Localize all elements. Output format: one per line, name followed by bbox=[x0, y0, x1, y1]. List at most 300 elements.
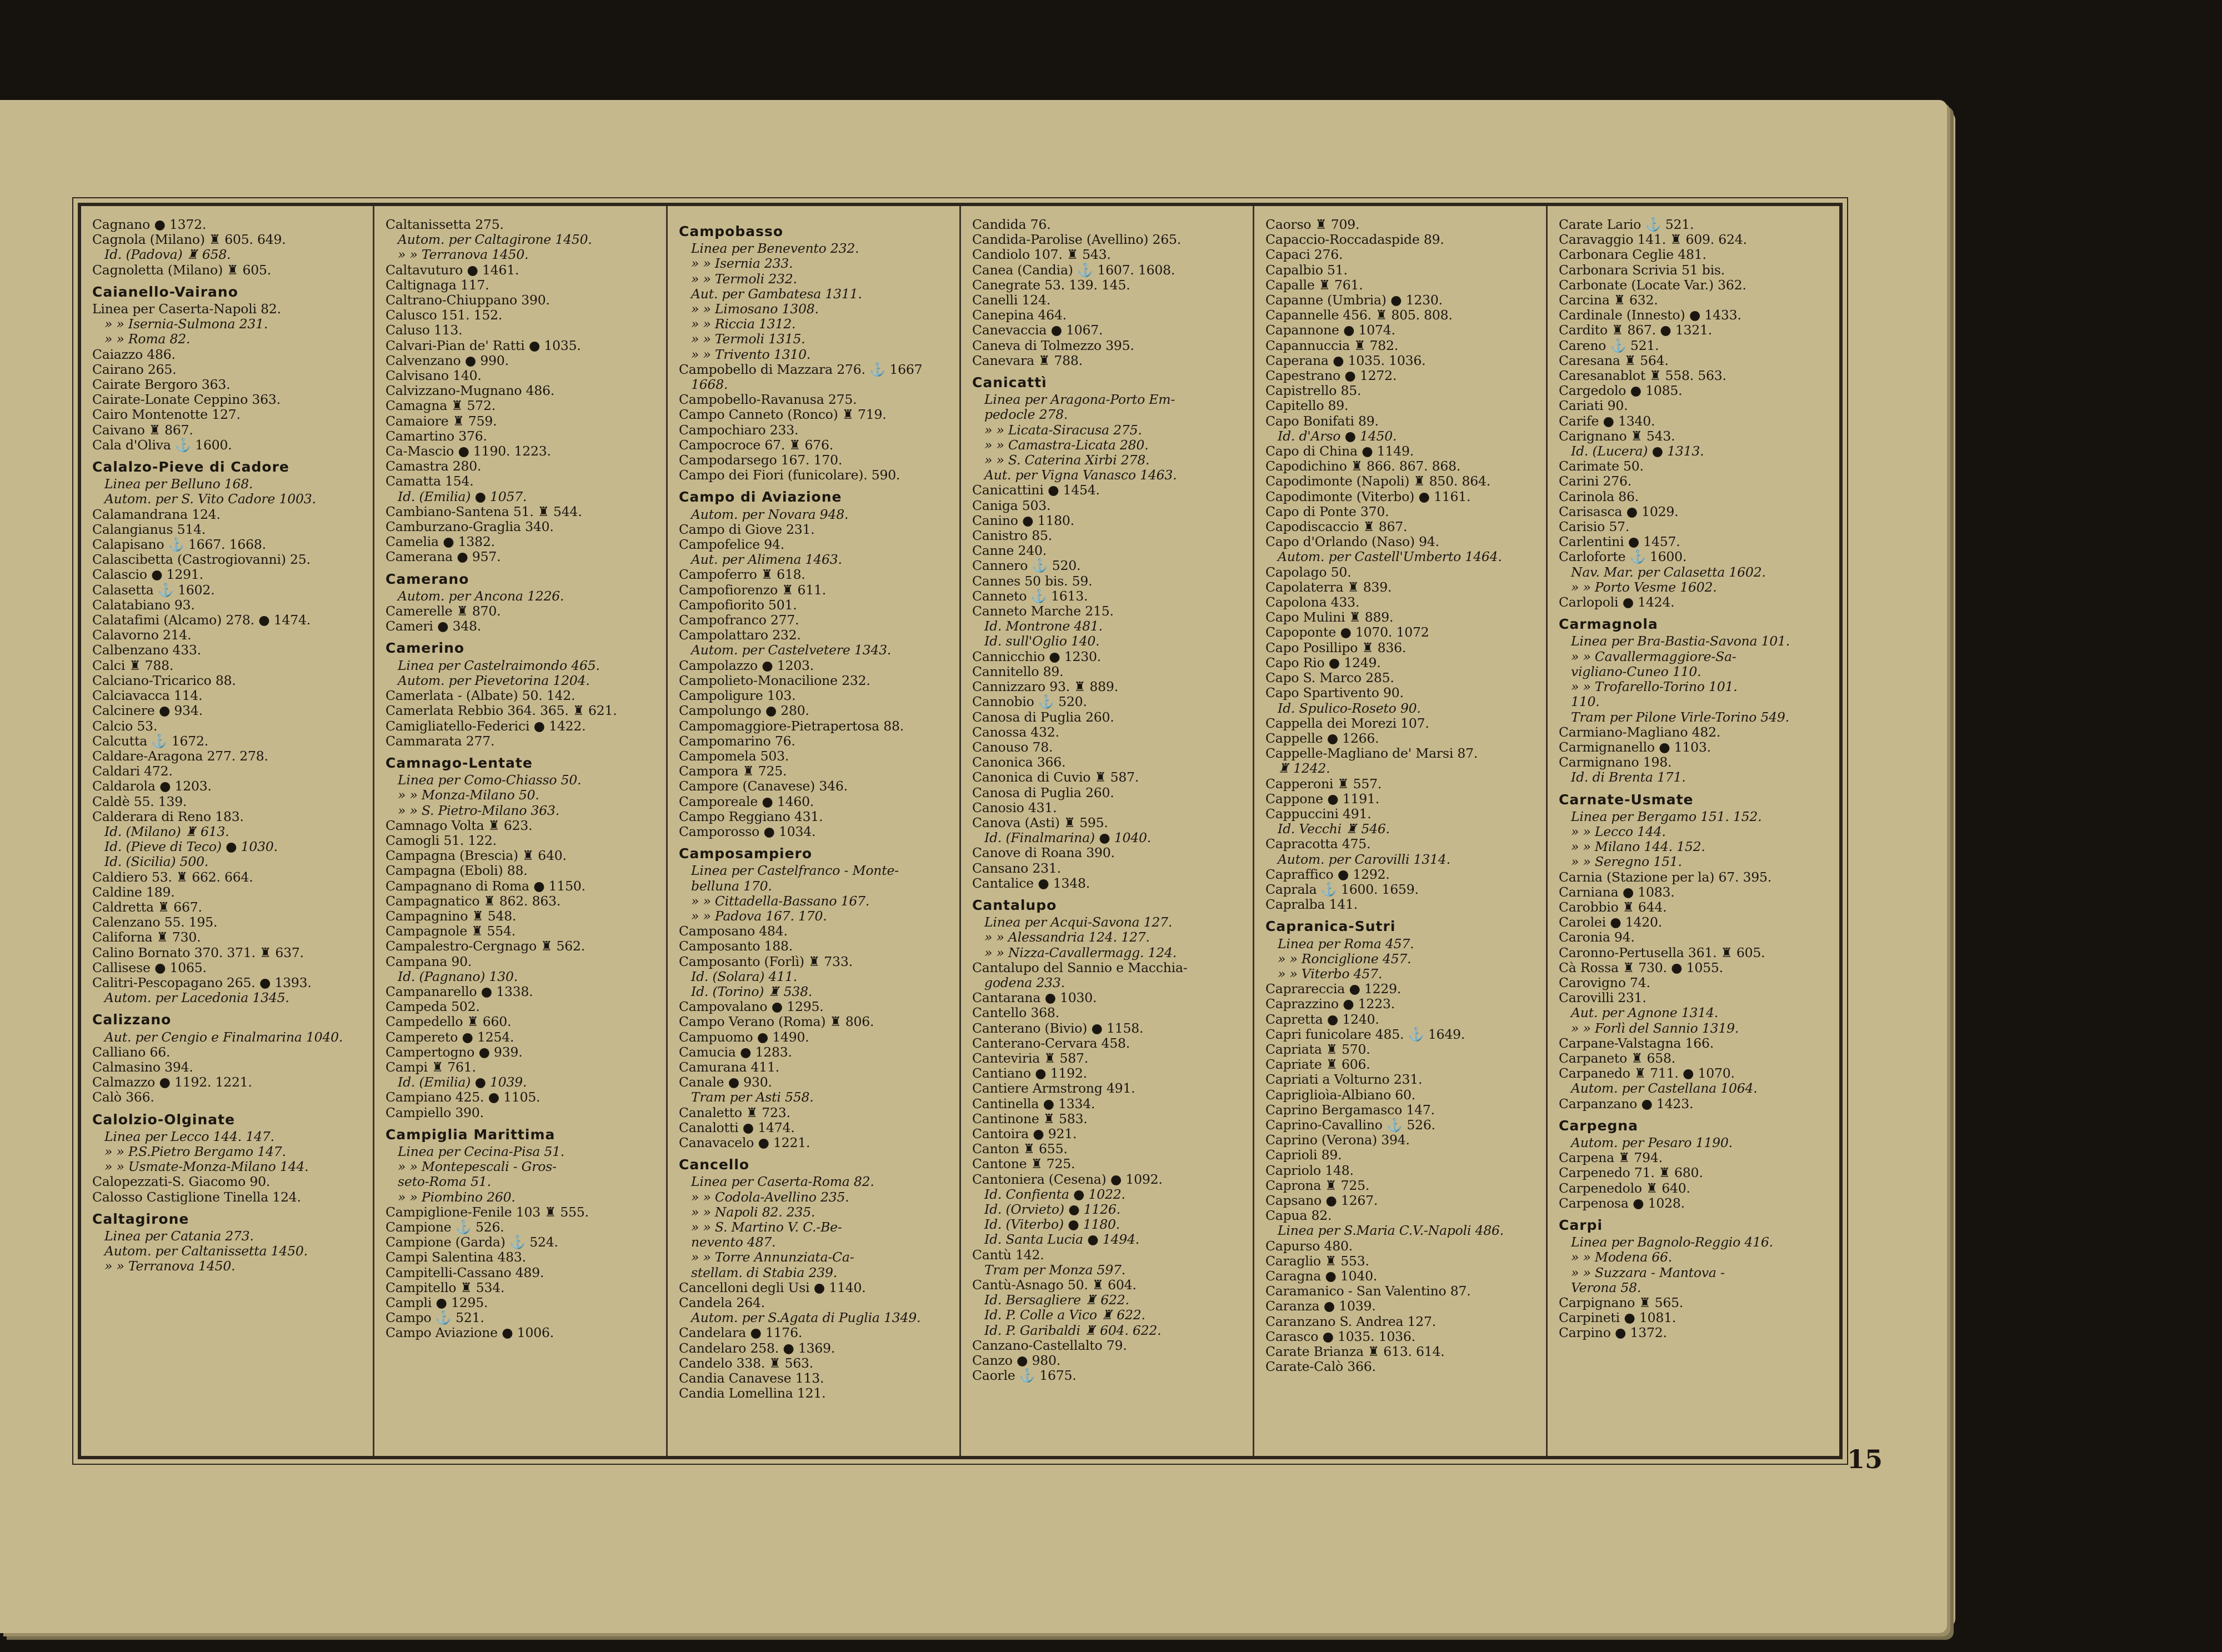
index-entry: Campobello-Ravanusa 275. bbox=[679, 392, 857, 408]
index-entry: Calbenzano 433. bbox=[92, 642, 202, 658]
index-column-6 bbox=[1548, 206, 1839, 1456]
index-entry: Calopezzati-S. Giacomo 90. bbox=[92, 1174, 271, 1190]
index-entry: Campo Reggiano 431. bbox=[679, 808, 823, 824]
index-entry: Id. di Brenta 171. bbox=[1571, 769, 1686, 785]
index-entry: Autom. per Novara 948. bbox=[691, 506, 849, 522]
index-entry: Carbonara Ceglie 481. bbox=[1559, 247, 1706, 263]
index-entry: Carnia (Stazione per la) 67. 395. bbox=[1559, 869, 1772, 885]
index-entry: Canonica di Cuvio ♜ 587. bbox=[972, 769, 1139, 785]
index-entry: Carate-Calò 366. bbox=[1265, 1359, 1376, 1375]
index-entry: Calvenzano ● 990. bbox=[386, 352, 509, 368]
index-entry: Id. (Torino) ♜ 538. bbox=[691, 983, 813, 999]
index-entry: Campo dei Fiori (funicolare). 590. bbox=[679, 467, 900, 483]
index-entry: Caronia 94. bbox=[1559, 929, 1635, 945]
index-entry: Campolungo ● 280. bbox=[679, 703, 809, 719]
index-entry: Carovilli 231. bbox=[1559, 990, 1647, 1006]
index-entry: Carloforte ⚓ 1600. bbox=[1559, 549, 1687, 565]
index-entry: Capracotta 475. bbox=[1265, 836, 1371, 852]
index-entry: Linea per Bergamo 151. 152. bbox=[1571, 808, 1762, 824]
index-entry: Calvisano 140. bbox=[386, 368, 482, 384]
index-entry: Camposanto 188. bbox=[679, 938, 793, 954]
index-entry: Caldare-Aragona 277. 278. bbox=[92, 748, 268, 764]
index-entry: Cansano 231. bbox=[972, 860, 1061, 876]
index-entry: Carpaneto ♜ 658. bbox=[1559, 1050, 1676, 1066]
index-entry: Campofiorito 501. bbox=[679, 597, 797, 613]
index-entry: Caltavuturo ● 1461. bbox=[386, 262, 519, 278]
index-entry: Calusco 151. 152. bbox=[386, 307, 503, 323]
index-entry: Calliano 66. bbox=[92, 1044, 171, 1060]
index-entry: Canneto ⚓ 1613. bbox=[972, 588, 1088, 604]
index-entry: » » S. Caterina Xirbi 278. bbox=[984, 452, 1150, 468]
index-entry: » » Riccia 1312. bbox=[691, 316, 796, 332]
index-entry: Calcio 53. bbox=[92, 718, 158, 734]
index-entry: Capalbio 51. bbox=[1265, 262, 1348, 278]
index-entry: Autom. per Pesaro 1190. bbox=[1571, 1134, 1733, 1150]
index-entry: Cagnola (Milano) ♜ 605. 649. bbox=[92, 232, 286, 248]
index-column-5 bbox=[1254, 206, 1548, 1456]
index-entry: Id. (Milano) ♜ 613. bbox=[104, 823, 229, 839]
index-entry: Capriglioìa-Albiano 60. bbox=[1265, 1087, 1416, 1103]
index-entry: Candiolo 107. ♜ 543. bbox=[972, 247, 1111, 263]
index-entry: Campi Salentina 483. bbox=[386, 1249, 526, 1265]
index-entry: » » Alessandria 124. 127. bbox=[984, 929, 1150, 945]
index-entry: Id. (Padova) ♜ 658. bbox=[104, 247, 231, 263]
index-entry: Id. P. Colle a Vico ♜ 622. bbox=[984, 1307, 1145, 1323]
index-entry: » » Piombino 260. bbox=[398, 1189, 516, 1205]
index-entry: Carobbio ♜ 644. bbox=[1559, 899, 1667, 915]
index-entry: Camurana 411. bbox=[679, 1059, 779, 1075]
index-entry: Canaletto ♜ 723. bbox=[679, 1104, 790, 1120]
index-entry: Canino ● 1180. bbox=[972, 512, 1074, 528]
index-entry: Capriolo 148. bbox=[1265, 1162, 1354, 1178]
index-entry: Canne 240. bbox=[972, 543, 1047, 559]
index-entry: Camporosso ● 1034. bbox=[679, 823, 816, 839]
index-entry: Campo di Giove 231. bbox=[679, 521, 815, 537]
index-entry: Carinola 86. bbox=[1559, 488, 1639, 504]
index-entry: Carisio 57. bbox=[1559, 519, 1630, 535]
index-entry: Calalzo-Pieve di Cadore bbox=[92, 459, 289, 475]
index-entry: Campiello 390. bbox=[386, 1104, 484, 1120]
index-entry: Carovigno 74. bbox=[1559, 974, 1650, 990]
index-entry: » » Usmate-Monza-Milano 144. bbox=[104, 1159, 309, 1175]
index-entry: Capistrello 85. bbox=[1265, 383, 1362, 399]
index-entry: Aut. per Alimena 1463. bbox=[691, 552, 842, 568]
index-entry: Caiazzo 486. bbox=[92, 346, 176, 362]
index-entry: Canevaccia ● 1067. bbox=[972, 322, 1103, 338]
index-entry: Campuomo ● 1490. bbox=[679, 1029, 809, 1045]
index-entry: Capalle ♜ 761. bbox=[1265, 277, 1363, 293]
index-entry: Calosso Castiglione Tinella 124. bbox=[92, 1189, 301, 1205]
index-entry: Caltagirone bbox=[92, 1210, 189, 1227]
index-entry: Calangianus 514. bbox=[92, 521, 206, 537]
index-entry: Campana 90. bbox=[386, 953, 472, 969]
index-entry: Id. d'Arso ● 1450. bbox=[1278, 428, 1397, 444]
index-entry: Caprioli 89. bbox=[1265, 1147, 1342, 1163]
index-entry: Carasco ● 1035. 1036. bbox=[1265, 1328, 1415, 1344]
index-entry: Autom. per Ancona 1226. bbox=[398, 588, 564, 604]
index-entry: Camaiore ♜ 759. bbox=[386, 413, 497, 429]
index-entry: Id. (Finalmarina) ● 1040. bbox=[984, 830, 1151, 846]
index-entry: Capitello 89. bbox=[1265, 398, 1349, 414]
index-entry: godena 233. bbox=[984, 974, 1065, 990]
index-entry: nevento 487. bbox=[691, 1234, 776, 1250]
index-entry: Cà Rossa ♜ 730. ● 1055. bbox=[1559, 959, 1723, 975]
index-entry: Aut. per Gambatesa 1311. bbox=[691, 286, 862, 302]
index-entry: Campolattaro 232. bbox=[679, 627, 801, 643]
index-entry: Campo di Aviazione bbox=[679, 489, 842, 505]
index-entry: Cappone ● 1191. bbox=[1265, 790, 1379, 807]
index-entry: Canavacelo ● 1221. bbox=[679, 1134, 810, 1150]
index-entry: Id. (Pieve di Teco) ● 1030. bbox=[104, 839, 278, 855]
index-entry: Caraglio ♜ 553. bbox=[1265, 1253, 1369, 1269]
index-entry: Cannobio ⚓ 520. bbox=[972, 694, 1087, 710]
index-entry: Capo Mulini ♜ 889. bbox=[1265, 609, 1394, 625]
index-entry: Caprino (Verona) 394. bbox=[1265, 1132, 1410, 1148]
index-entry: Campalestro-Cergnago ♜ 562. bbox=[386, 938, 585, 954]
index-entry: Autom. per Carovilli 1314. bbox=[1278, 851, 1450, 867]
index-entry: Carbonara Scrivia 51 bis. bbox=[1559, 262, 1725, 278]
index-entry: Autom. per Pievetorina 1204. bbox=[398, 672, 590, 688]
index-entry: Id. (Viterbo) ● 1180. bbox=[984, 1217, 1120, 1233]
index-entry: Candelaro 258. ● 1369. bbox=[679, 1340, 835, 1356]
index-entry: Cambiano-Santena 51. ♜ 544. bbox=[386, 503, 582, 519]
index-entry: Nav. Mar. per Calasetta 1602. bbox=[1571, 564, 1766, 580]
index-entry: Carpegna bbox=[1559, 1117, 1638, 1134]
index-entry: Linea per Bagnolo-Reggio 416. bbox=[1571, 1234, 1773, 1250]
index-entry: Camerana ● 957. bbox=[386, 549, 501, 565]
index-entry: Campagnatico ♜ 862. 863. bbox=[386, 893, 561, 909]
index-entry: Campagna (Brescia) ♜ 640. bbox=[386, 848, 567, 864]
index-entry: Carisasca ● 1029. bbox=[1559, 503, 1679, 519]
index-entry: Calciano-Tricarico 88. bbox=[92, 672, 236, 688]
index-entry: Cantalupo bbox=[972, 897, 1057, 913]
index-entry: Capo Posillipo ♜ 836. bbox=[1265, 639, 1407, 655]
index-entry: Campiano 425. ● 1105. bbox=[386, 1089, 541, 1105]
index-entry: Candia Lomellina 121. bbox=[679, 1385, 826, 1401]
index-entry: Candia Canavese 113. bbox=[679, 1370, 824, 1386]
index-entry: Caragna ● 1040. bbox=[1265, 1268, 1378, 1284]
index-entry: Camerelle ♜ 870. bbox=[386, 603, 501, 619]
index-entry: Verona 58. bbox=[1571, 1279, 1642, 1295]
index-entry: Caprona ♜ 725. bbox=[1265, 1177, 1370, 1193]
index-entry: Camerano bbox=[386, 570, 469, 587]
index-entry: Canneto Marche 215. bbox=[972, 603, 1114, 619]
index-entry: Calci ♜ 788. bbox=[92, 657, 174, 673]
index-entry: Canzo ● 980. bbox=[972, 1353, 1061, 1369]
index-entry: Camerino bbox=[386, 640, 465, 657]
index-entry: Campedello ♜ 660. bbox=[386, 1014, 512, 1030]
index-entry: Caprino Bergamasco 147. bbox=[1265, 1102, 1435, 1118]
index-entry: Carlentini ● 1457. bbox=[1559, 534, 1680, 550]
index-entry: Linea per Castelraimondo 465. bbox=[398, 657, 600, 673]
index-entry: Carignano ♜ 543. bbox=[1559, 428, 1675, 444]
index-entry: » » Forlì del Sannio 1319. bbox=[1571, 1020, 1739, 1036]
index-entry: Canelli 124. bbox=[972, 292, 1050, 308]
index-entry: Aut. per Cengio e Finalmarina 1040. bbox=[104, 1029, 343, 1045]
index-entry: seto-Roma 51. bbox=[398, 1174, 491, 1190]
index-entry: Caldine 189. bbox=[92, 884, 175, 900]
index-entry: Cairano 265. bbox=[92, 361, 177, 377]
index-entry: Cammarata 277. bbox=[386, 733, 495, 749]
index-entry: Canea (Candia) ⚓ 1607. 1608. bbox=[972, 262, 1175, 278]
index-entry: » » Isernia 233. bbox=[691, 256, 793, 272]
index-entry: Calatafimi (Alcamo) 278. ● 1474. bbox=[92, 612, 311, 628]
index-entry: Aut. per Vigna Vanasco 1463. bbox=[984, 467, 1177, 483]
index-entry: 1668. bbox=[691, 377, 728, 393]
index-entry: Canova (Asti) ♜ 595. bbox=[972, 814, 1108, 830]
index-entry: Caniga 503. bbox=[972, 497, 1051, 513]
index-entry: Cantiere Armstrong 491. bbox=[972, 1080, 1135, 1097]
index-entry: Calamandrana 124. bbox=[92, 506, 221, 522]
index-entry: Calenzano 55. 195. bbox=[92, 914, 218, 930]
index-entry: Autom. per Caltagirone 1450. bbox=[398, 232, 592, 248]
index-entry: Camatta 154. bbox=[386, 473, 474, 489]
index-column-1 bbox=[81, 206, 374, 1456]
index-entry: Cancello bbox=[679, 1157, 750, 1173]
index-entry: Cannes 50 bis. 59. bbox=[972, 573, 1093, 589]
index-entry: Cameri ● 348. bbox=[386, 618, 482, 634]
index-entry: » » Viterbo 457. bbox=[1278, 965, 1383, 982]
index-entry: Linea per Caserta-Roma 82. bbox=[691, 1174, 874, 1190]
index-entry: Autom. per Castellana 1064. bbox=[1571, 1080, 1758, 1097]
index-entry: Cantarana ● 1030. bbox=[972, 990, 1097, 1006]
index-entry: » » Monza-Milano 50. bbox=[398, 787, 539, 803]
index-entry: Cancelloni degli Usi ● 1140. bbox=[679, 1279, 866, 1295]
index-entry: Campiglia Marittima bbox=[386, 1126, 556, 1143]
index-entry: Canale ● 930. bbox=[679, 1074, 772, 1090]
index-entry: Linea per Lecco 144. 147. bbox=[104, 1128, 274, 1144]
index-entry: Carmignanello ● 1103. bbox=[1559, 739, 1711, 755]
index-entry: Autom. per S.Agata di Puglia 1349. bbox=[691, 1310, 921, 1326]
index-entry: Campo Verano (Roma) ♜ 806. bbox=[679, 1014, 874, 1030]
index-entry: Autom. per Castell'Umberto 1464. bbox=[1278, 549, 1502, 565]
index-entry: Cardinale (Innesto) ● 1433. bbox=[1559, 307, 1741, 323]
index-entry: Callisese ● 1065. bbox=[92, 959, 207, 975]
index-entry: Cairate Bergoro 363. bbox=[92, 377, 231, 393]
index-entry: Linea per Como-Chiasso 50. bbox=[398, 772, 582, 788]
index-entry: Campocroce 67. ♜ 676. bbox=[679, 437, 834, 453]
index-entry: Caltrano-Chiuppano 390. bbox=[386, 292, 550, 308]
index-entry: Caneva di Tolmezzo 395. bbox=[972, 337, 1134, 353]
index-entry: Carpi bbox=[1559, 1217, 1603, 1233]
index-entry: pedocle 278. bbox=[984, 407, 1068, 423]
index-entry: » » P.S.Pietro Bergamo 147. bbox=[104, 1143, 286, 1159]
index-entry: Caravaggio 141. ♜ 609. 624. bbox=[1559, 232, 1747, 248]
index-entry: Canicattì bbox=[972, 374, 1047, 391]
index-entry: Carini 276. bbox=[1559, 473, 1632, 489]
index-entry: Calatabiano 93. bbox=[92, 597, 195, 613]
index-entry: Cannizzaro 93. ♜ 889. bbox=[972, 679, 1118, 695]
index-entry: Cantiano ● 1192. bbox=[972, 1065, 1087, 1082]
index-entry: Camburzano-Graglia 340. bbox=[386, 519, 554, 535]
index-entry: Linea per Aragona-Porto Em- bbox=[984, 392, 1175, 408]
index-entry: Caldiero 53. ♜ 662. 664. bbox=[92, 869, 253, 885]
index-entry: » » Cittadella-Bassano 167. bbox=[691, 893, 870, 909]
index-entry: Caranza ● 1039. bbox=[1265, 1298, 1376, 1314]
index-entry: » » Padova 167. 170. bbox=[691, 908, 827, 924]
index-entry: Linea per Castelfranco - Monte- bbox=[691, 863, 899, 879]
index-entry: Carbonate (Locate Var.) 362. bbox=[1559, 277, 1746, 293]
index-entry: Id. Bersagliere ♜ 622. bbox=[984, 1292, 1129, 1308]
index-entry: Camucia ● 1283. bbox=[679, 1044, 792, 1060]
index-column-4 bbox=[961, 206, 1254, 1456]
index-entry: Caperana ● 1035. 1036. bbox=[1265, 352, 1426, 368]
index-entry: Cannero ⚓ 520. bbox=[972, 558, 1081, 574]
index-entry: Cannicchio ● 1230. bbox=[972, 648, 1102, 664]
index-entry: Campofranco 277. bbox=[679, 612, 799, 628]
index-entry: Id. (Solara) 411. bbox=[691, 968, 798, 984]
index-entry: Tram per Asti 558. bbox=[691, 1089, 814, 1105]
index-entry: Linea per Caserta-Napoli 82. bbox=[92, 301, 281, 317]
index-entry: Campovalano ● 1295. bbox=[679, 999, 824, 1015]
index-entry: Capannelle 456. ♜ 805. 808. bbox=[1265, 307, 1453, 323]
index-entry: Capolago 50. bbox=[1265, 564, 1352, 580]
index-entry: Capo Spartivento 90. bbox=[1265, 685, 1404, 701]
index-entry: Capannone ● 1074. bbox=[1265, 322, 1395, 338]
index-entry: » » Codola-Avellino 235. bbox=[691, 1189, 849, 1205]
index-entry: Campereto ● 1254. bbox=[386, 1029, 514, 1045]
index-entry: Id. (Sicilia) 500. bbox=[104, 854, 209, 870]
index-entry: Canosio 431. bbox=[972, 799, 1057, 815]
index-entry: » » Nizza-Cavallermagg. 124. bbox=[984, 944, 1177, 960]
index-entry: Californa ♜ 730. bbox=[92, 929, 201, 945]
index-entry: Autom. per S. Vito Cadore 1003. bbox=[104, 491, 316, 507]
index-entry: Capestrano ● 1272. bbox=[1265, 368, 1397, 384]
index-entry: Id. sull'Oglio 140. bbox=[984, 633, 1100, 649]
index-entry: » » Cavallermaggiore-Sa- bbox=[1571, 648, 1736, 664]
index-entry: Campo Aviazione ● 1006. bbox=[386, 1325, 554, 1341]
index-entry: Caldretta ♜ 667. bbox=[92, 899, 202, 915]
index-entry: Carpignano ♜ 565. bbox=[1559, 1295, 1684, 1311]
index-entry: Carpena ♜ 794. bbox=[1559, 1150, 1663, 1166]
index-entry: Campodarsego 167. 170. bbox=[679, 452, 843, 468]
index-entry: Calmasino 394. bbox=[92, 1059, 193, 1075]
index-entry: » » Lecco 144. bbox=[1571, 823, 1666, 839]
index-entry: Carmiano-Magliano 482. bbox=[1559, 724, 1721, 740]
index-frame bbox=[78, 203, 1843, 1459]
index-entry: Caprareccia ● 1229. bbox=[1265, 981, 1402, 997]
index-entry: Caramanico - San Valentino 87. bbox=[1265, 1283, 1471, 1299]
index-column-2 bbox=[374, 206, 668, 1456]
index-entry: Campione (Garda) ⚓ 524. bbox=[386, 1234, 558, 1250]
index-entry: Id. (Emilia) ● 1057. bbox=[398, 488, 527, 504]
index-entry: Caldarola ● 1203. bbox=[92, 778, 212, 794]
index-entry: Carmagnola bbox=[1559, 616, 1658, 633]
index-entry: Capurso 480. bbox=[1265, 1238, 1353, 1254]
index-columns bbox=[81, 206, 1839, 1456]
index-entry: Campo Canneto (Ronco) ♜ 719. bbox=[679, 407, 887, 423]
index-entry: Cantalupo del Sannio e Macchia- bbox=[972, 959, 1188, 975]
index-entry: Canteviria ♜ 587. bbox=[972, 1050, 1088, 1066]
index-entry: Id. Montrone 481. bbox=[984, 618, 1103, 634]
index-entry: Carpane-Valstagna 166. bbox=[1559, 1035, 1714, 1051]
index-entry: belluna 170. bbox=[691, 878, 772, 894]
index-entry: Calvari-Pian de' Ratti ● 1035. bbox=[386, 337, 581, 353]
index-entry: Caorle ⚓ 1675. bbox=[972, 1368, 1077, 1384]
index-entry: vigliano-Cuneo 110. bbox=[1571, 663, 1701, 679]
index-entry: Campeda 502. bbox=[386, 999, 480, 1015]
index-entry: Caldè 55. 139. bbox=[92, 793, 187, 809]
index-entry: Camagna ♜ 572. bbox=[386, 398, 496, 414]
index-entry: Campolieto-Monacilione 232. bbox=[679, 672, 870, 688]
index-entry: Cantalice ● 1348. bbox=[972, 875, 1090, 891]
index-entry: Camposampiero bbox=[679, 845, 813, 862]
index-entry: Capriate ♜ 606. bbox=[1265, 1057, 1370, 1073]
index-entry: Carimate 50. bbox=[1559, 458, 1644, 474]
index-entry: Autom. per Lacedonia 1345. bbox=[104, 990, 289, 1006]
index-entry: Canzano-Castellalto 79. bbox=[972, 1337, 1127, 1353]
index-entry: » » Termoli 232. bbox=[691, 271, 797, 287]
index-entry: Caianello-Vairano bbox=[92, 283, 238, 300]
index-entry: Calino Bornato 370. 371. ♜ 637. bbox=[92, 944, 304, 960]
index-entry: Carife ● 1340. bbox=[1559, 413, 1655, 429]
index-entry: Aut. per Agnone 1314. bbox=[1571, 1005, 1719, 1021]
index-entry: Canouso 78. bbox=[972, 739, 1053, 755]
index-entry: Cantoniera (Cesena) ● 1092. bbox=[972, 1171, 1163, 1187]
index-entry: Calascio ● 1291. bbox=[92, 567, 203, 583]
index-entry: Capo Bonifati 89. bbox=[1265, 413, 1379, 429]
index-entry: Campagna (Eboli) 88. bbox=[386, 863, 528, 879]
index-entry: » » Isernia-Sulmona 231. bbox=[104, 316, 268, 332]
index-entry: Campora ♜ 725. bbox=[679, 763, 787, 779]
index-entry: Canevara ♜ 788. bbox=[972, 352, 1083, 368]
index-entry: Capo di China ● 1149. bbox=[1265, 443, 1414, 459]
index-entry: » » Camastra-Licata 280. bbox=[984, 437, 1149, 453]
index-entry: Campione ⚓ 526. bbox=[386, 1219, 504, 1235]
index-entry: Tram per Pilone Virle-Torino 549. bbox=[1571, 709, 1789, 725]
index-entry: » » Modena 66. bbox=[1571, 1249, 1673, 1265]
index-entry: Capolaterra ♜ 839. bbox=[1265, 579, 1392, 595]
index-entry: Canosa di Puglia 260. bbox=[972, 784, 1114, 800]
index-entry: » » Napoli 82. 235. bbox=[691, 1204, 815, 1220]
index-entry: Camerlata Rebbio 364. 365. ♜ 621. bbox=[386, 703, 617, 719]
index-entry: Capperoni ♜ 557. bbox=[1265, 775, 1382, 792]
index-entry: Carpino ● 1372. bbox=[1559, 1325, 1667, 1341]
index-entry: Calcutta ⚓ 1672. bbox=[92, 733, 208, 749]
index-entry: Canicattini ● 1454. bbox=[972, 482, 1100, 498]
index-entry: Campobasso bbox=[679, 223, 784, 239]
index-entry: Carnate-Usmate bbox=[1559, 791, 1694, 808]
index-entry: 110. bbox=[1571, 694, 1600, 710]
index-entry: Caprazzino ● 1223. bbox=[1265, 996, 1395, 1012]
index-entry: Careno ⚓ 521. bbox=[1559, 337, 1659, 353]
index-entry: Capodichino ♜ 866. 867. 868. bbox=[1265, 458, 1461, 474]
index-entry: Campofelice 94. bbox=[679, 537, 785, 553]
index-entry: Caldari 472. bbox=[92, 763, 173, 779]
index-entry: Cantinella ● 1334. bbox=[972, 1095, 1095, 1112]
index-entry: Campagnano di Roma ● 1150. bbox=[386, 878, 585, 894]
index-entry: » » Trofarello-Torino 101. bbox=[1571, 679, 1738, 695]
index-entry: Cappelle ● 1266. bbox=[1265, 730, 1379, 746]
index-entry: Campli ● 1295. bbox=[386, 1295, 488, 1311]
index-entry: Camposanto (Forlì) ♜ 733. bbox=[679, 953, 853, 969]
index-entry: Id. (Emilia) ● 1039. bbox=[398, 1074, 527, 1090]
index-entry: Campagnole ♜ 554. bbox=[386, 923, 516, 939]
index-entry: Campore (Canavese) 346. bbox=[679, 778, 848, 794]
index-entry: Capriata ♜ 570. bbox=[1265, 1041, 1370, 1057]
index-entry: Camigliatello-Federici ● 1422. bbox=[386, 718, 586, 734]
index-entry: Capo S. Marco 285. bbox=[1265, 670, 1394, 686]
index-entry: Campolazzo ● 1203. bbox=[679, 657, 814, 673]
index-entry: Caronno-Pertusella 361. ♜ 605. bbox=[1559, 944, 1765, 960]
index-entry: Campanarello ● 1338. bbox=[386, 983, 533, 999]
index-entry: Id. Spulico-Roseto 90. bbox=[1278, 700, 1421, 716]
index-entry: Camnago-Lentate bbox=[386, 754, 533, 771]
index-entry: Linea per S.Maria C.V.-Napoli 486. bbox=[1278, 1223, 1504, 1239]
index-entry: Capretta ● 1240. bbox=[1265, 1011, 1379, 1027]
index-entry: Capua 82. bbox=[1265, 1208, 1332, 1224]
index-entry: Capaci 276. bbox=[1265, 247, 1343, 263]
